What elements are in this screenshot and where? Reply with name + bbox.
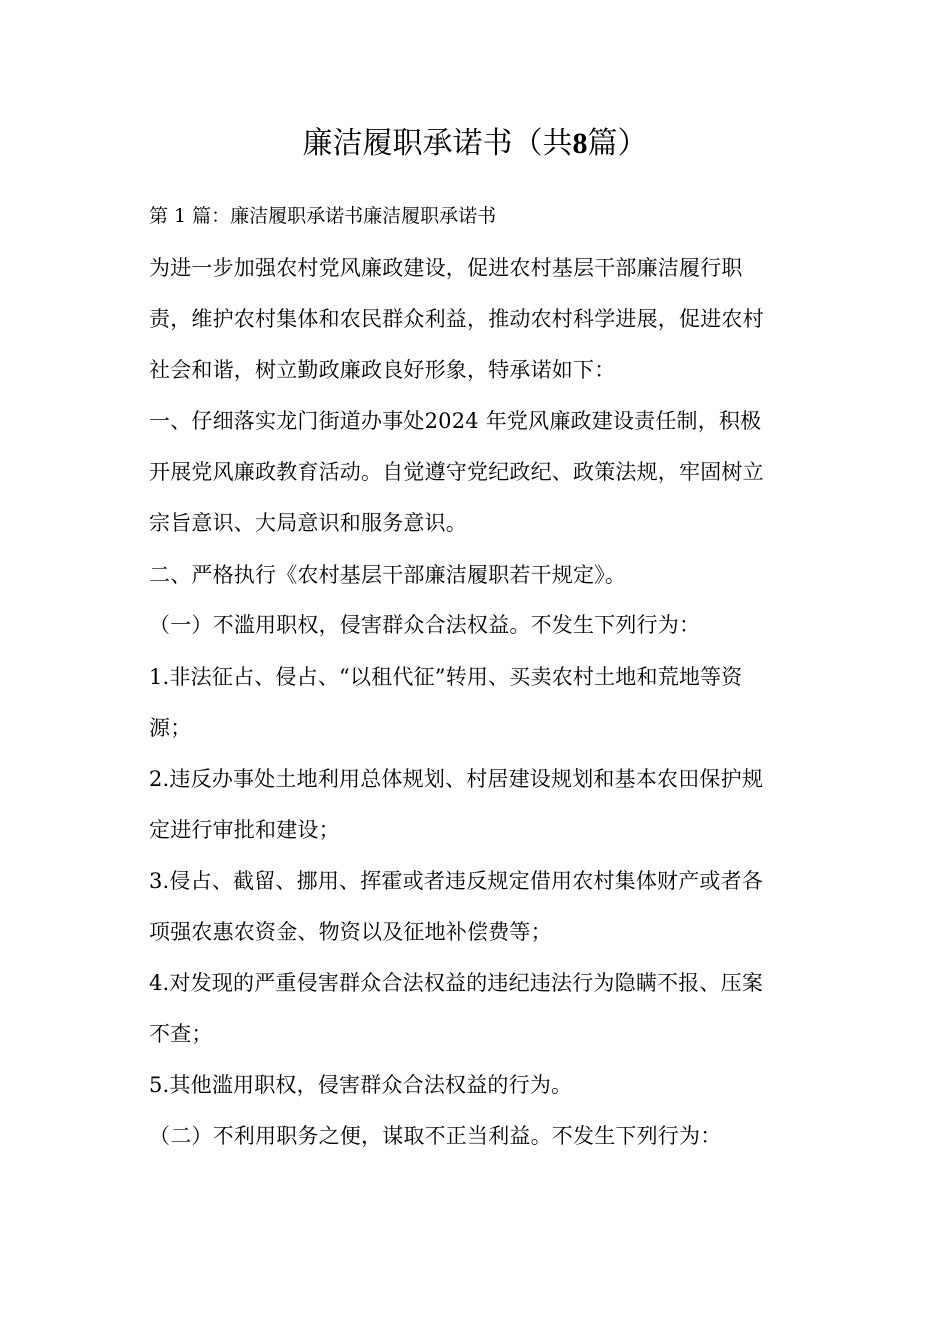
paragraph-line: 责，维护农村集体和农民群众利益，推动农村科学进展，促进农村: [149, 307, 764, 331]
paragraph-line: 为进一步加强农村党风廉政建设，促进农村基层干部廉洁履行职: [149, 256, 743, 280]
paragraph-line: 源；: [149, 716, 192, 740]
paragraph-line: 4.对发现的严重侵害群众合法权益的违纪违法行为隐瞒不报、压案: [149, 971, 764, 995]
paragraph-line: 社会和谐，树立勤政廉政良好形象，特承诺如下：: [149, 358, 616, 382]
title-number: 8: [572, 127, 588, 160]
paragraph-line: 定进行审批和建设；: [149, 818, 340, 842]
title-suffix: 篇）: [587, 126, 648, 161]
paragraph-line: 二、严格执行《农村基层干部廉洁履职若干规定》。: [149, 563, 627, 587]
paragraph-line: 2.违反办事处土地利用总体规划、村居建设规划和基本农田保护规: [149, 767, 764, 791]
paragraph-line: 一、仔细落实龙门街道办事处2024 年党风廉政建设责任制，积极: [149, 409, 762, 433]
paragraph-line: 5.其他滥用职权，侵害群众合法权益的行为。: [149, 1073, 573, 1097]
section-heading: 第 1 篇：廉洁履职承诺书廉洁履职承诺书: [149, 205, 497, 227]
document-title: [0, 124, 950, 164]
paragraph-line: 1.非法征占、侵占、“以租代征”转用、买卖农村土地和荒地等资: [149, 665, 743, 689]
paragraph-line: 项强农惠农资金、物资以及征地补偿费等；: [149, 920, 552, 944]
paragraph-line: （一）不滥用职权，侵害群众合法权益。不发生下列行为：: [149, 613, 701, 637]
paragraph-line: 开展党风廉政教育活动。自觉遵守党纪政纪、政策法规，牢固树立: [149, 460, 764, 484]
paragraph-line: 3.侵占、截留、挪用、挥霍或者违反规定借用农村集体财产或者各: [149, 869, 764, 893]
title-text: 廉洁履职承诺书（共: [302, 126, 573, 161]
paragraph-line: （二）不利用职务之便，谋取不正当利益。不发生下列行为：: [149, 1124, 722, 1148]
paragraph-line: 宗旨意识、大局意识和服务意识。: [149, 511, 467, 535]
paragraph-line: 不查；: [149, 1022, 213, 1046]
